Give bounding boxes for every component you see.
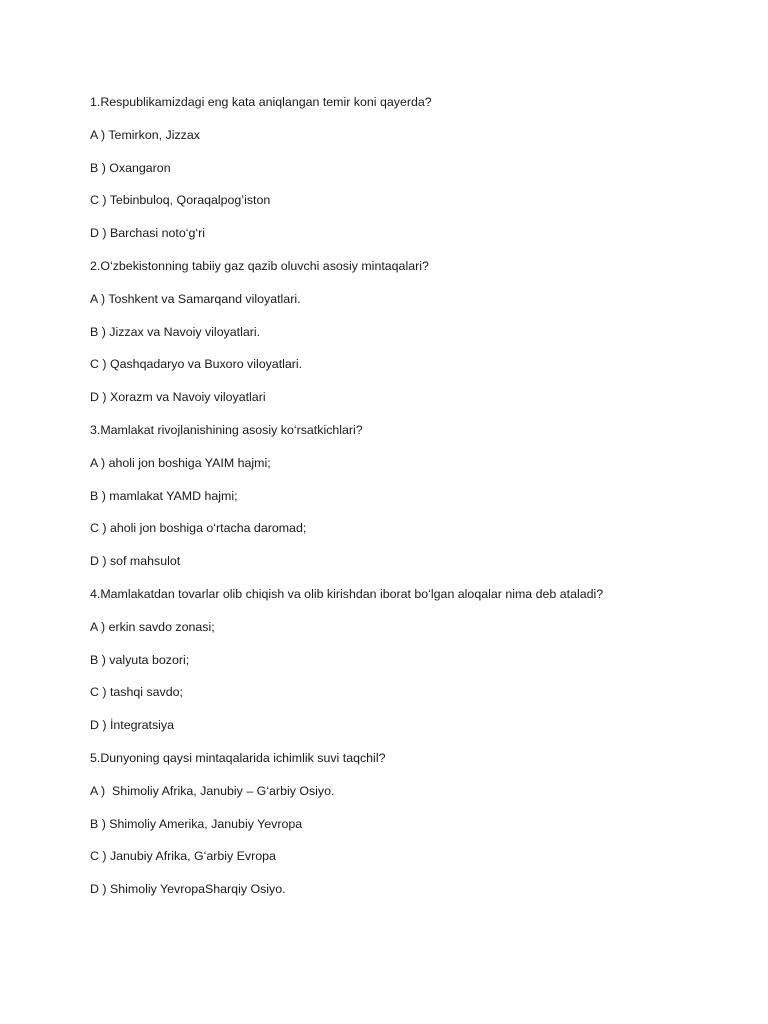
question-block-2 xyxy=(90,257,730,421)
question-block-4 xyxy=(90,585,730,749)
answer-option-d: D ) sof mahsulot xyxy=(90,554,181,569)
answer-option-a: A ) Temirkon, Jizzax xyxy=(90,127,200,142)
answer-option-d: D ) Xorazm va Navoiy viloyatlari xyxy=(90,390,266,405)
answer-option-b: B ) Oxangaron xyxy=(90,160,171,175)
answer-option-c: C ) tashqi savdo; xyxy=(90,685,183,700)
answer-option-d: D ) Shimoliy YevropaSharqiy Osiyo. xyxy=(90,882,286,897)
answer-option-c: C ) Tebinbuloq, Qoraqalpog’iston xyxy=(90,193,271,208)
answer-option-d: D ) Barchasi noto‘g‘ri xyxy=(90,226,206,241)
question-block-5 xyxy=(90,749,730,913)
answer-option-c: C ) Janubiy Afrika, G‘arbiy Evropa xyxy=(90,849,276,864)
answer-option-a: A ) Toshkent va Samarqand viloyatlari. xyxy=(90,291,301,306)
answer-option-a: A ) aholi jon boshiga YAIM hajmi; xyxy=(90,455,271,470)
answer-option-d: D ) İntegratsiya xyxy=(90,718,175,733)
quiz-content xyxy=(90,93,730,913)
answer-option-c: C ) aholi jon boshiga o‘rtacha daromad; xyxy=(90,521,307,536)
answer-option-b: B ) mamlakat YAMD hajmi; xyxy=(90,488,238,503)
question-block-3 xyxy=(90,421,730,585)
answer-option-c: C ) Qashqadaryo va Buxoro viloyatlari. xyxy=(90,357,303,372)
answer-option-b: B ) Jizzax va Navoiy viloyatlari. xyxy=(90,324,261,339)
answer-option-a: A ) erkin savdo zonasi; xyxy=(90,619,215,634)
question-text: 5.Dunyoning qaysi mintaqalarida ichimlik suvi taqchil? xyxy=(90,750,386,765)
question-text: 4.Mamlakatdan tovarlar olib chiqish va olib kirishdan iborat bo‘lgan aloqalar nima deb ataladi? xyxy=(90,586,604,601)
answer-option-a: A ) Shimoliy Afrika, Janubiy – G‘arbiy Osiyo. xyxy=(90,783,335,798)
question-block-1 xyxy=(90,93,730,257)
answer-option-b: B ) Shimoliy Amerika, Janubiy Yevropa xyxy=(90,816,303,831)
question-text: 3.Mamlakat rivojlanishining asosiy ko‘rsatkichlari? xyxy=(90,422,363,437)
question-text: 1.Respublikamizdagi eng kata aniqlangan temir koni qayerda? xyxy=(90,95,432,109)
answer-option-b: B ) valyuta bozori; xyxy=(90,652,190,667)
question-text: 2.O‘zbekistonning tabiiy gaz qazib oluvchi asosiy mintaqalari? xyxy=(90,258,429,273)
